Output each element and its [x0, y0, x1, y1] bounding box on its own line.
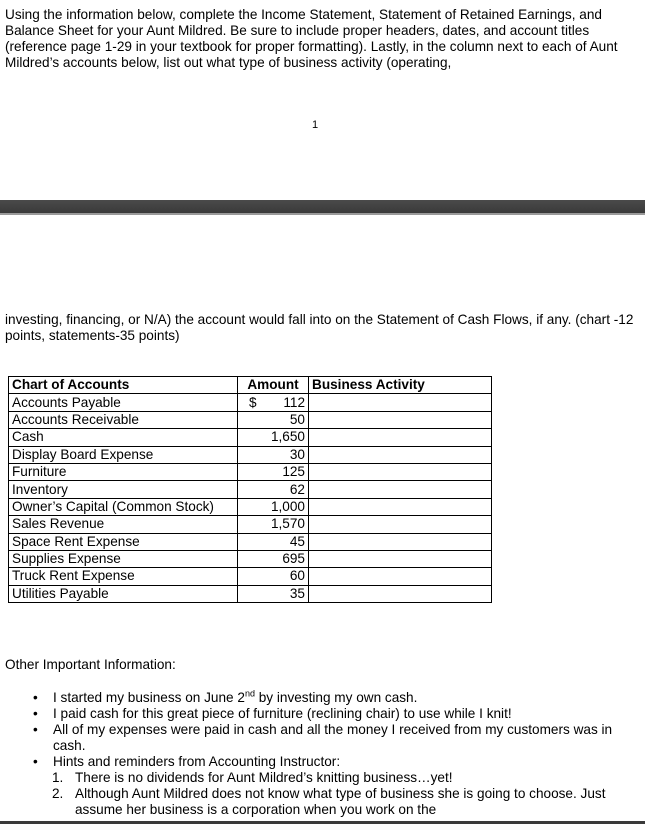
business-activity-cell[interactable]	[309, 550, 492, 567]
amount-value: 45	[289, 533, 305, 549]
table-row	[9, 481, 492, 498]
table-row	[9, 550, 492, 567]
bullet-text: Hints and reminders from Accounting Instructor:	[53, 754, 341, 769]
account-name: Furniture	[9, 463, 238, 480]
table-header-row	[9, 377, 492, 394]
account-name: Accounts Payable	[9, 394, 238, 411]
hint-item	[25, 786, 630, 818]
hint-text: Although Aunt Mildred does not know what type of business she is going to choose. Just assume her business is a corporation when you work on the	[75, 786, 606, 817]
business-activity-cell[interactable]	[309, 498, 492, 515]
table-row	[9, 568, 492, 585]
page-break-bar	[0, 200, 645, 213]
table-row	[9, 585, 492, 602]
business-activity-cell[interactable]	[309, 411, 492, 428]
hint-item	[25, 770, 630, 786]
hint-number: 2.	[52, 786, 64, 801]
business-activity-cell[interactable]	[309, 463, 492, 480]
other-info-title: Other Important Information:	[5, 657, 176, 672]
table-row	[9, 394, 492, 411]
table-row	[9, 498, 492, 515]
account-name: Display Board Expense	[9, 446, 238, 463]
account-amount	[238, 498, 309, 515]
account-name: Space Rent Expense	[9, 533, 238, 550]
business-activity-cell[interactable]	[309, 481, 492, 498]
instructions-continued: investing, financing, or N/A) the account would fall into on the Statement of Cash Flows, if any. (chart -12 points, statements-35 points)	[5, 312, 634, 343]
table-row	[9, 463, 492, 480]
account-name: Utilities Payable	[9, 585, 238, 602]
amount-value: 695	[282, 551, 305, 567]
table-row	[9, 411, 492, 428]
account-name: Sales Revenue	[9, 516, 238, 533]
account-name: Accounts Receivable	[9, 411, 238, 428]
instructions-paragraph: Using the information below, complete the Income Statement, Statement of Retained Earnings, and Balance Sheet for your Aunt Mildred. Be sure to include proper headers, dates, and account titles (reference page 1-29 in your textbook for proper formatting). Lastly, in the column next to each of Aunt Mildred’s accounts below, list out what type of business activity (operating,	[5, 7, 618, 70]
list-item	[0, 754, 630, 818]
list-item	[0, 690, 630, 706]
account-amount	[238, 411, 309, 428]
account-amount	[238, 585, 309, 602]
hint-number: 1.	[52, 770, 64, 785]
ordinal-suffix: nd	[244, 688, 255, 699]
amount-value: 50	[289, 411, 305, 427]
account-name: Owner’s Capital (Common Stock)	[9, 498, 238, 515]
list-item: • All of my expenses were paid in cash and all the money I received from my customers was in cash.	[0, 722, 630, 754]
business-activity-cell[interactable]	[309, 568, 492, 585]
table-row	[9, 446, 492, 463]
amount-value: 125	[282, 464, 305, 480]
page-break-shadow	[0, 213, 645, 215]
account-amount	[238, 533, 309, 550]
business-activity-cell[interactable]	[309, 533, 492, 550]
table-row	[9, 516, 492, 533]
header-chart-of-accounts: Chart of Accounts	[9, 377, 238, 394]
amount-value: 112	[283, 394, 305, 410]
amount-value: 60	[289, 568, 305, 584]
account-amount	[238, 550, 309, 567]
chart-of-accounts-table	[8, 376, 492, 603]
account-name: Truck Rent Expense	[9, 568, 238, 585]
table-row	[9, 533, 492, 550]
amount-value: 62	[289, 481, 305, 497]
amount-value: 35	[289, 585, 305, 601]
list-item: • I paid cash for this great piece of furniture (reclining chair) to use while I knit!	[0, 706, 630, 722]
amount-value: 1,570	[270, 516, 305, 532]
account-amount	[238, 463, 309, 480]
hints-list	[53, 770, 630, 818]
other-info-list	[0, 690, 630, 818]
business-activity-cell[interactable]	[309, 429, 492, 446]
header-amount: Amount	[238, 377, 309, 394]
account-name: Supplies Expense	[9, 550, 238, 567]
business-activity-cell[interactable]	[309, 394, 492, 411]
page-number: 1	[312, 119, 319, 131]
account-amount	[238, 394, 309, 411]
account-amount	[238, 429, 309, 446]
account-name: Cash	[9, 429, 238, 446]
account-amount	[238, 516, 309, 533]
business-activity-cell[interactable]	[309, 516, 492, 533]
bullet-text: I started my business on June 2	[53, 690, 245, 705]
business-activity-cell[interactable]	[309, 446, 492, 463]
account-amount	[238, 568, 309, 585]
table-row	[9, 429, 492, 446]
account-amount	[238, 446, 309, 463]
account-amount	[238, 481, 309, 498]
business-activity-cell[interactable]	[309, 585, 492, 602]
currency-symbol: $	[249, 394, 257, 410]
bullet-text: by investing my own cash.	[254, 690, 418, 705]
amount-value: 1,650	[270, 429, 305, 445]
amount-value: 30	[289, 446, 305, 462]
header-business-activity: Business Activity	[309, 377, 492, 394]
hint-text: There is no dividends for Aunt Mildred’s knitting business…yet!	[75, 770, 453, 785]
amount-value: 1,000	[270, 498, 305, 514]
account-name: Inventory	[9, 481, 238, 498]
